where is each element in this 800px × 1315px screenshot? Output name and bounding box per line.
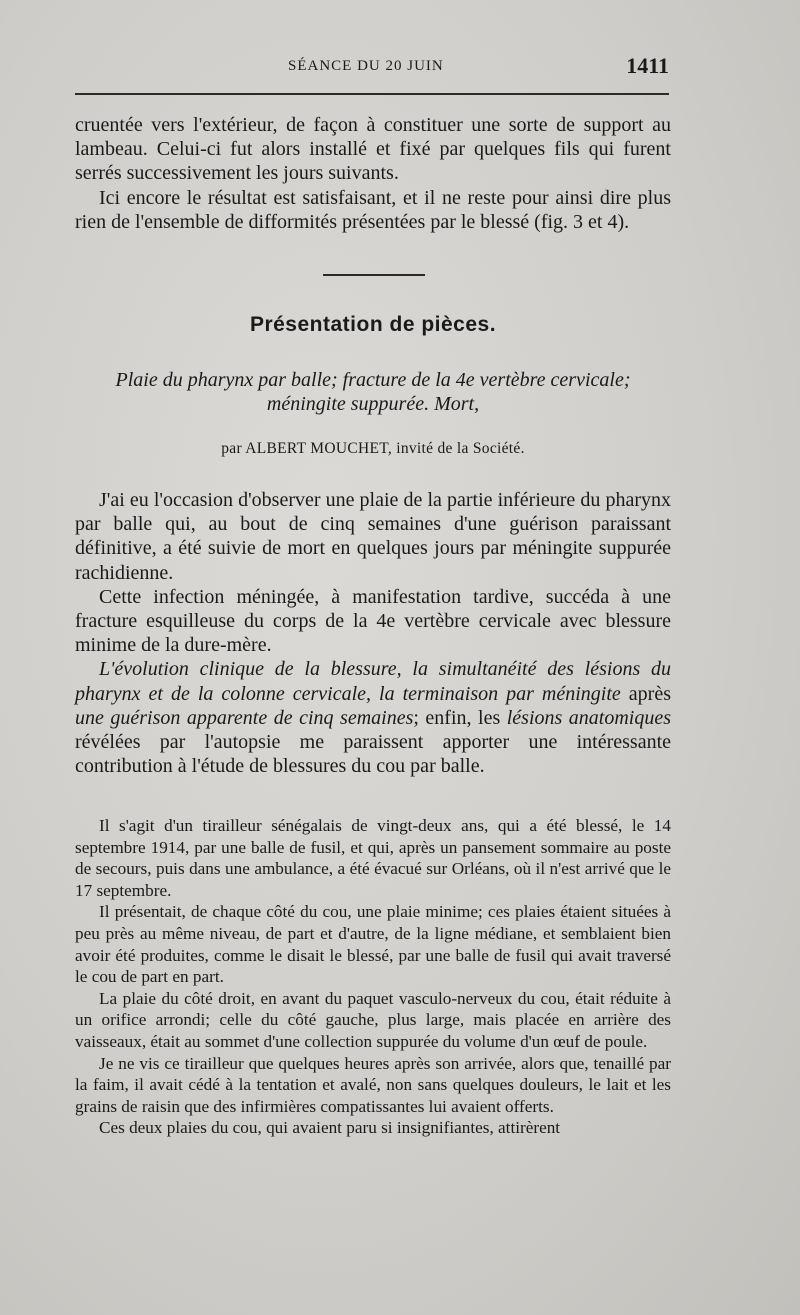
continuation-text (75, 113, 671, 234)
emphasis: une guérison apparente de cinq semaines (75, 706, 414, 729)
running-head: SÉANCE DU 20 JUIN (288, 58, 444, 74)
paragraph: Cette infection méningée, à manifestation tardive, succéda à une fracture esquilleuse du corps de la 4e vertèbre cervicale avec blessure minime de la dure-mère. (75, 585, 671, 657)
text-run: après (620, 682, 671, 705)
paragraph: Ici encore le résultat est satisfaisant, et il ne reste pour ainsi dire plus rien de l'ensemble de difformités présentées par le blessé (fig. 3 et 4). (75, 186, 671, 233)
article-subtitle (60, 368, 686, 416)
emphasis: L'évolution clinique de la blessure, la simultanéité des lésions du pharynx et de la colonne cervicale, la terminaison par méningite (75, 658, 671, 705)
case-text (75, 815, 671, 1139)
text-run: ; enfin, les (413, 706, 507, 729)
paragraph: La plaie du côté droit, en avant du paquet vasculo-nerveux du cou, était réduite à un orifice arrondi; celle du côté gauche, plus large, mais placée en arrière des vaisseaux, était au sommet d'une collection suppurée du volume d'un œuf de poule. (75, 988, 671, 1051)
intro-text (75, 488, 671, 778)
paragraph: J'ai eu l'occasion d'observer une plaie de la partie inférieure du pharynx par balle qui, au bout de cinq semaines d'une guérison paraissant définitive, a été suivie de mort en quelques jours par méningite suppurée rachidienne. (75, 489, 671, 584)
paragraph: cruentée vers l'extérieur, de façon à constituer une sorte de support au lambeau. Celui-ci fut alors installé et fixé par quelques fils qui furent serrés successivement les jours suivants. (75, 114, 671, 185)
header-rule (75, 93, 669, 95)
page-header (75, 52, 669, 82)
subtitle-line: Plaie du pharynx par balle; fracture de la 4e vertèbre cervicale; (115, 369, 631, 391)
paragraph: Il s'agit d'un tirailleur sénégalais de vingt-deux ans, qui a été blessé, le 14 septembre 1914, par une balle de fusil, et qui, après un pansement sommaire au poste de secours, puis dans une ambulance, a été évacué sur Orléans, où il n'est arrivé que le 17 septembre. (75, 816, 671, 900)
section-title: Présentation de pièces. (249, 313, 497, 336)
paragraph: Je ne vis ce tirailleur que quelques heures après son arrivée, alors que, tenaillé par la faim, il avait cédé à la tentation et avalé, non sans quelques douleurs, le lait et les grains de raisin que des infirmières compatissantes lui avaient offerts. (75, 1053, 671, 1116)
paragraph: Il présentait, de chaque côté du cou, une plaie minime; ces plaies étaient situées à peu près au même niveau, de part et d'autre, de la ligne médiane, et semblaient bien avoir été produites, comme le disait le blessé, par une balle de fusil qui avait traversé le cou de part en part. (75, 902, 671, 987)
author-line: par ALBERT MOUCHET, invité de la Société. (221, 440, 525, 457)
paragraph: Ces deux plaies du cou, qui avaient paru si insignifiantes, attirèrent (99, 1118, 561, 1138)
subtitle-line: méningite suppurée. Mort, (266, 393, 480, 415)
text-run: révélées par l'autopsie me paraissent apporter une intéressante contribution à l'étude de blessures du cou par balle. (75, 731, 671, 778)
emphasis: lésions anatomiques (506, 706, 672, 729)
page-number: 1411 (626, 53, 669, 78)
paragraph (75, 657, 671, 778)
section-separator (323, 274, 425, 276)
